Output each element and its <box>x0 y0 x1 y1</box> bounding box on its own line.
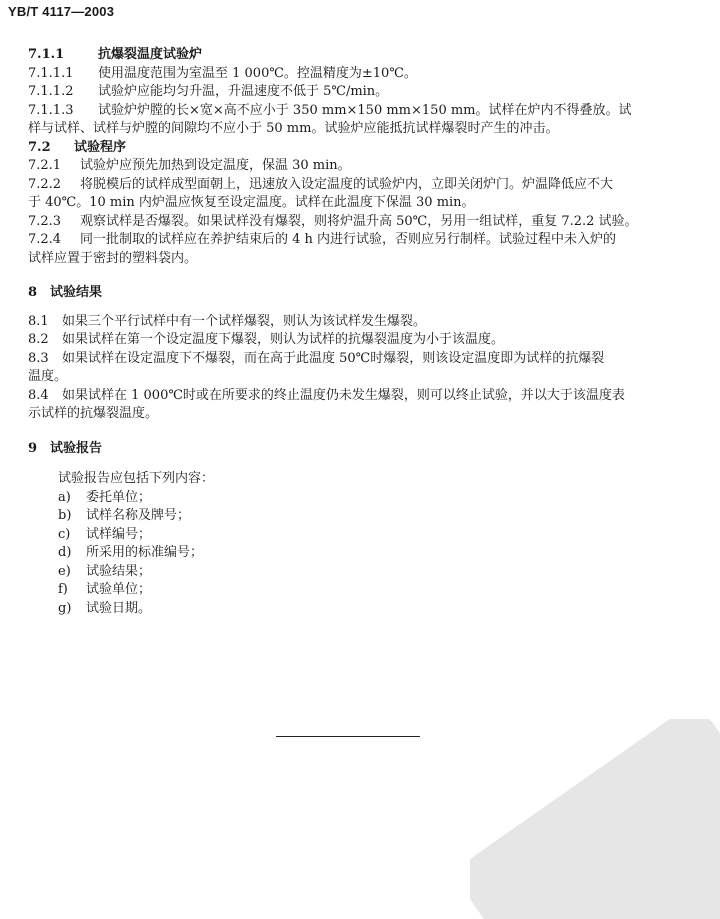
clause-8-4: 8.4 如果试样在 1 000℃时或在所要求的终止温度仍未发生爆裂，则可以终止试验，并以大于该温度表 <box>28 387 625 403</box>
clause-7-1-1-2: 7.1.1.2 试验炉应能均匀升温，升温速度不低于 5℃/min。 <box>28 84 389 99</box>
report-item-d: d) 所采用的标准编号； <box>58 545 204 560</box>
section-9-heading: 9 试验报告 <box>28 440 103 456</box>
report-item-e: e) 试验结果； <box>58 563 152 579</box>
document-body <box>28 46 688 618</box>
clause-8-3: 8.3 如果试样在设定温度下不爆裂，而在高于此温度 50℃时爆裂，则该设定温度即为试样的抗爆裂 <box>28 350 605 366</box>
section-8-heading: 8 试验结果 <box>28 285 103 300</box>
report-item-a: a) 委托单位； <box>58 489 152 505</box>
clause-7-2-4-cont: 试样应置于密封的塑料袋内。 <box>28 250 198 266</box>
report-item-g: g) 试验日期。 <box>58 600 152 616</box>
clause-8-2: 8.2 如果试样在第一个设定温度下爆裂，则认为试样的抗爆裂温度为小于该温度。 <box>28 332 505 347</box>
report-item-f: f) 试验单位； <box>58 582 152 597</box>
clause-7-2-2-cont: 于 40℃。10 min 内炉温应恢复至设定温度。试样在此温度下保温 30 min。 <box>28 195 475 210</box>
clause-7-1-1-3: 7.1.1.3 试验炉炉膛的长×宽×高不应小于 350 mm×150 mm×150 mm。试样在炉内不得叠放。试 <box>28 102 632 118</box>
clause-7-1-1-3-cont: 样与试样、试样与炉膛的间隙均不应小于 50 mm。试验炉应能抵抗试样爆裂时产生的冲击。 <box>28 121 559 136</box>
clause-8-4-cont: 示试样的抗爆裂温度。 <box>28 406 159 421</box>
clause-7-2-3: 7.2.3 观察试样是否爆裂。如果试样没有爆裂，则将炉温升高 50℃，另用一组试样，重复 7.2.2 试验。 <box>28 213 638 229</box>
watermark-stamp <box>470 719 720 919</box>
clause-7-2: 7.2 试验程序 <box>28 139 127 155</box>
clause-7-2-4: 7.2.4 同一批制取的试样应在养护结束后的 4 h 内进行试验，否则应另行制样。试验过程中未入炉的 <box>28 232 617 247</box>
report-intro: 试验报告应包括下列内容： <box>58 471 215 486</box>
clause-7-1-1-1: 7.1.1.1 使用温度范围为室温至 1 000℃。控温精度为±10℃。 <box>28 65 417 81</box>
report-item-b: b) 试样名称及牌号； <box>58 508 191 523</box>
standard-code-header: YB/T 4117—2003 <box>8 4 115 19</box>
clause-8-3-cont: 温度。 <box>28 369 68 384</box>
clause-7-2-2: 7.2.2 将脱模后的试样成型面朝上，迅速放入设定温度的试验炉内，立即关闭炉门。炉温降低应不大 <box>28 176 614 192</box>
clause-8-1: 8.1 如果三个平行试样中有一个试样爆裂，则认为该试样发生爆裂。 <box>28 313 427 329</box>
clause-7-2-1: 7.2.1 试验炉应预先加热到设定温度，保温 30 min。 <box>28 158 351 173</box>
clause-7-1-1: 7.1.1 抗爆裂温度试验炉 <box>28 47 203 62</box>
report-item-c: c) 试样编号； <box>58 526 152 542</box>
end-rule <box>276 736 420 737</box>
